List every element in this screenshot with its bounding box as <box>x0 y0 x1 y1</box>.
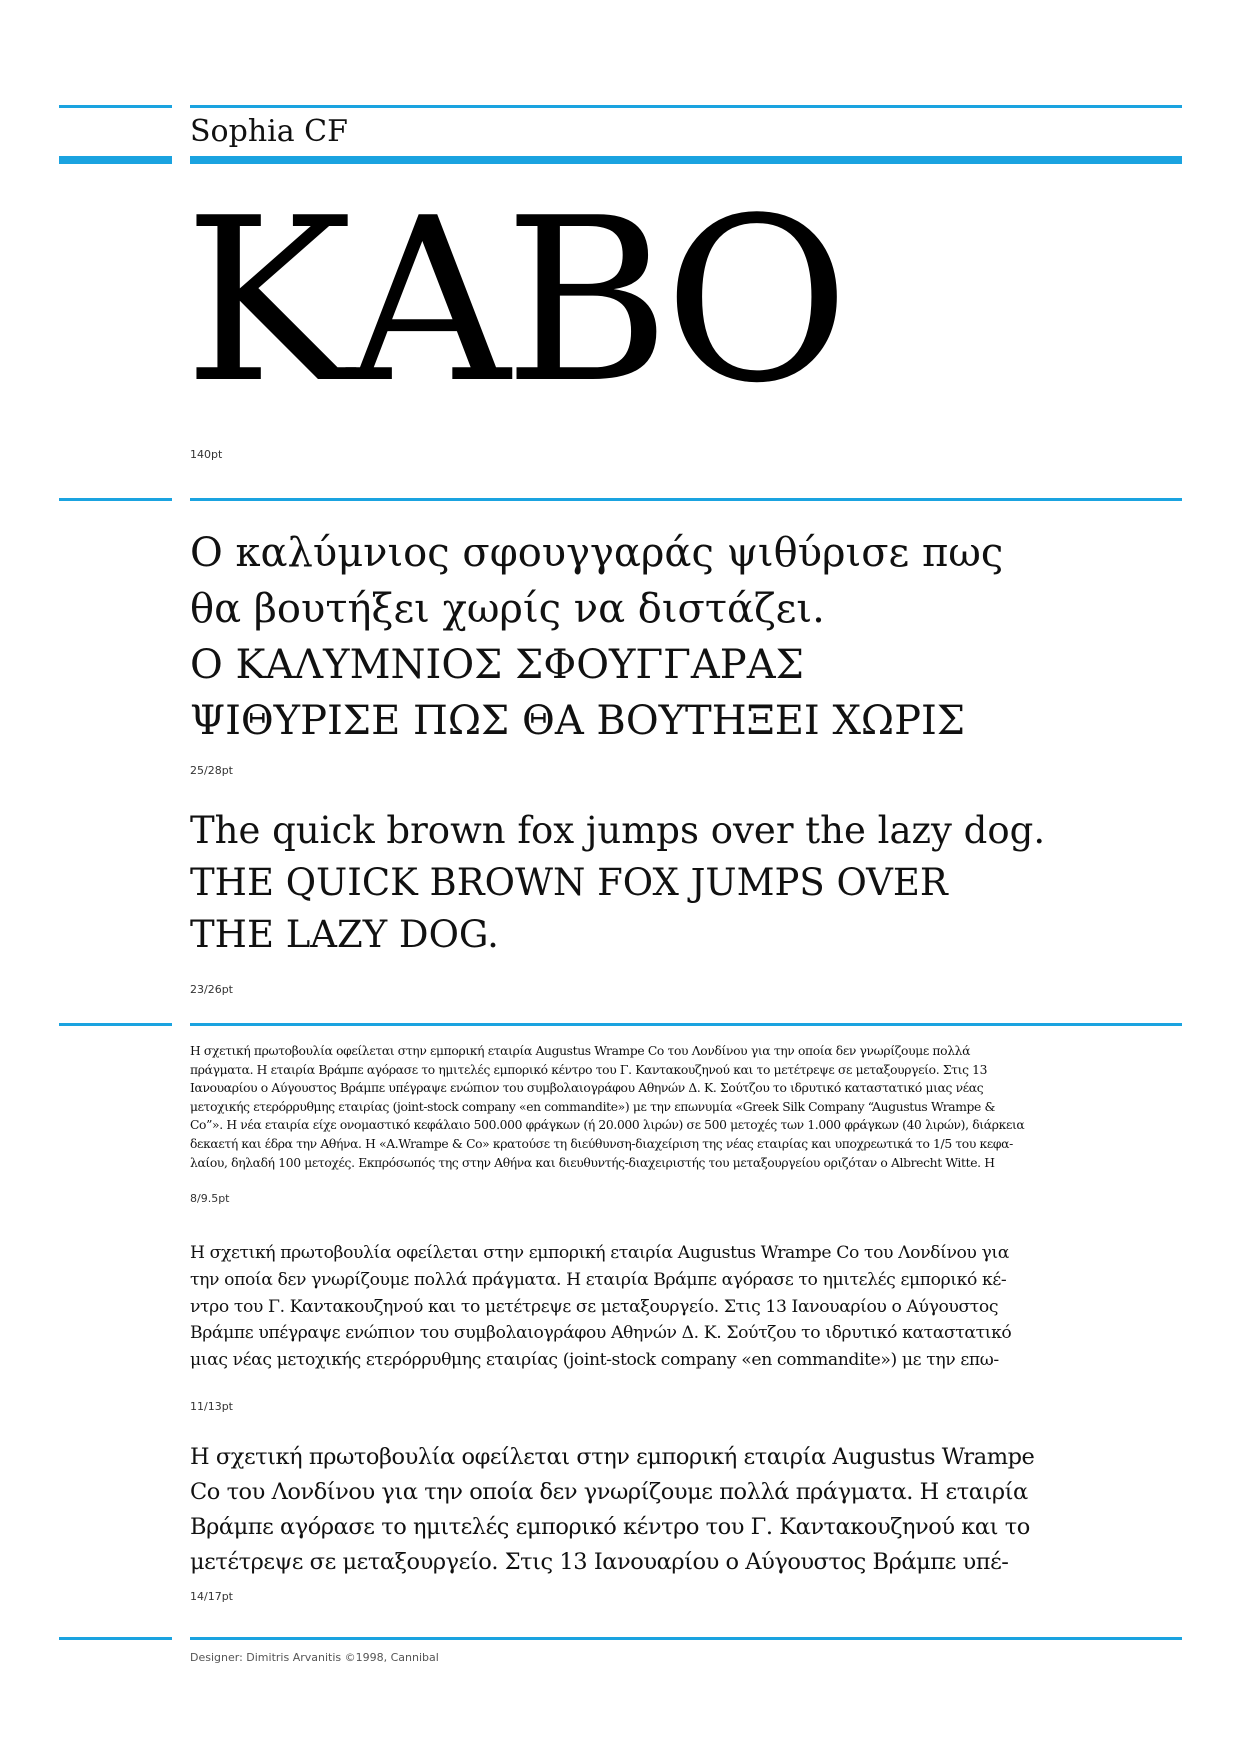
greek-sample-size-label: 25/28pt <box>190 764 233 777</box>
latin-sample <box>190 805 1045 961</box>
latin-sample-line: THE LAZY DOG. <box>190 913 499 956</box>
rule-2-right <box>190 498 1182 501</box>
body-11-line: Η σχετική πρωτοβουλία οφείλεται στην εμπορική εταιρία Augustus Wrampe Co του Λονδίνου για <box>190 1243 1009 1263</box>
body-14-text <box>190 1440 1182 1580</box>
body-11-line: μιας νέας μετοχικής ετερόρρυθμης εταιρίας (joint-stock company «en commandite») με την επω- <box>190 1350 999 1371</box>
latin-sample-size-label: 23/26pt <box>190 983 233 996</box>
body-8-line: δεκαετή και έδρα την Αθήνα. Η «A.Wrampe & Co» κρατούσε τη διεύθυνση-διαχείριση της νέας εταιρίας και υποχρεωτικά το 1/5 του κεφα- <box>190 1136 1013 1151</box>
display-specimen: ΚΑΒΟ <box>184 170 844 433</box>
body-11-line: την οποία δεν γνωρίζουμε πολλά πράγματα. Η εταιρία Βράμπε αγόρασε το ημιτελές εμπορικό κέ- <box>190 1269 1007 1290</box>
header-rule-right-thick <box>190 156 1182 164</box>
font-name: Sophia CF <box>190 114 348 149</box>
body-8-line: λαίου, δηλαδή 100 μετοχές. Εκπρόσωπός της στην Αθήνα και διευθυντής-διαχειριστής του μεταξουργείου οριζόταν ο Albrecht Witte. Η <box>190 1155 995 1170</box>
body-8-line: μετοχικής ετερόρρυθμης εταιρίας (joint-stock company «en commandite») με την επωνυμία «Greek Silk Company “Augustus Wrampe & <box>190 1099 996 1114</box>
body-8-size-label: 8/9.5pt <box>190 1192 230 1205</box>
body-8-line: Η σχετική πρωτοβουλία οφείλεται στην εμπορική εταιρία Augustus Wrampe Co του Λονδίνου για την οποία δεν γνωρίζουμε πολλά <box>190 1044 971 1058</box>
greek-sample-line: ΨΙΘΥΡΙΣΕ ΠΩΣ ΘΑ ΒΟΥΤΗΞΕΙ ΧΩΡΙΣ <box>190 698 966 744</box>
rule-3-right <box>190 1023 1182 1026</box>
greek-sample-line: Ο ΚΑΛΥΜΝΙΟΣ ΣΦΟΥΓΓΑΡΑΣ <box>190 642 804 688</box>
rule-2-left <box>59 498 172 501</box>
latin-sample-line: THE QUICK BROWN FOX JUMPS OVER <box>190 861 948 904</box>
header-rule-left-thick <box>59 156 172 164</box>
body-14-line: μετέτρεψε σε μεταξουργείο. Στις 13 Ιανουαρίου ο Αύγουστος Βράμπε υπέ- <box>190 1549 1009 1575</box>
display-size-label: 140pt <box>190 448 223 461</box>
body-11-text <box>190 1240 1182 1374</box>
body-8-line: Ιανουαρίου ο Αύγουστος Βράμπε υπέγραψε ενώπιον του συμβολαιογράφου Αθηνών Δ. Κ. Σούτζου το ιδρυτικό καταστατικό μιας νέας <box>190 1081 984 1096</box>
greek-sample-line: Ο καλύμνιος σφουγγαράς ψιθύρισε πως <box>190 530 1004 576</box>
designer-credit: Designer: Dimitris Arvanitis ©1998, Cannibal <box>190 1651 439 1664</box>
body-14-line: Η σχετική πρωτοβουλία οφείλεται στην εμπορική εταιρία Augustus Wrampe <box>190 1444 1035 1470</box>
body-11-size-label: 11/13pt <box>190 1400 233 1413</box>
greek-sample-line: θα βουτήξει χωρίς να διστάζει. <box>190 586 825 632</box>
body-8-line: Co”». Η νέα εταιρία είχε ονομαστικό κεφάλαιο 500.000 φράγκων (ή 20.000 λιρών) σε 500 μετοχές των 1.000 φράγκων (40 λιρών), διάρκεια <box>190 1118 1025 1133</box>
latin-sample-line: The quick brown fox jumps over the lazy dog. <box>190 809 1046 852</box>
body-14-size-label: 14/17pt <box>190 1590 233 1603</box>
top-rule-left <box>59 105 172 108</box>
body-11-line: Βράμπε υπέγραψε ενώπιον του συμβολαιογράφου Αθηνών Δ. Κ. Σούτζου το ιδρυτικό καταστατικό <box>190 1323 1012 1344</box>
bottom-rule-right <box>190 1637 1182 1640</box>
body-14-line: Co του Λονδίνου για την οποία δεν γνωρίζουμε πολλά πράγματα. Η εταιρία <box>190 1479 1028 1505</box>
body-14-line: Βράμπε αγόρασε το ημιτελές εμπορικό κέντρο του Γ. Καντακουζηνού και το <box>190 1514 1030 1540</box>
body-8-text <box>190 1042 1182 1172</box>
rule-3-left <box>59 1023 172 1026</box>
bottom-rule-left <box>59 1637 172 1640</box>
body-11-line: ντρο του Γ. Καντακουζηνού και το μετέτρεψε σε μεταξουργείο. Στις 13 Ιανουαρίου ο Αύγουστος <box>190 1296 999 1317</box>
greek-sample <box>190 525 1003 749</box>
body-8-line: πράγματα. Η εταιρία Βράμπε αγόρασε το ημιτελές εμπορικό κέντρο του Γ. Καντακουζηνού και το μετέτρεψε σε μεταξουργείο. Στις 13 <box>190 1062 988 1077</box>
top-rule-right <box>190 105 1182 108</box>
